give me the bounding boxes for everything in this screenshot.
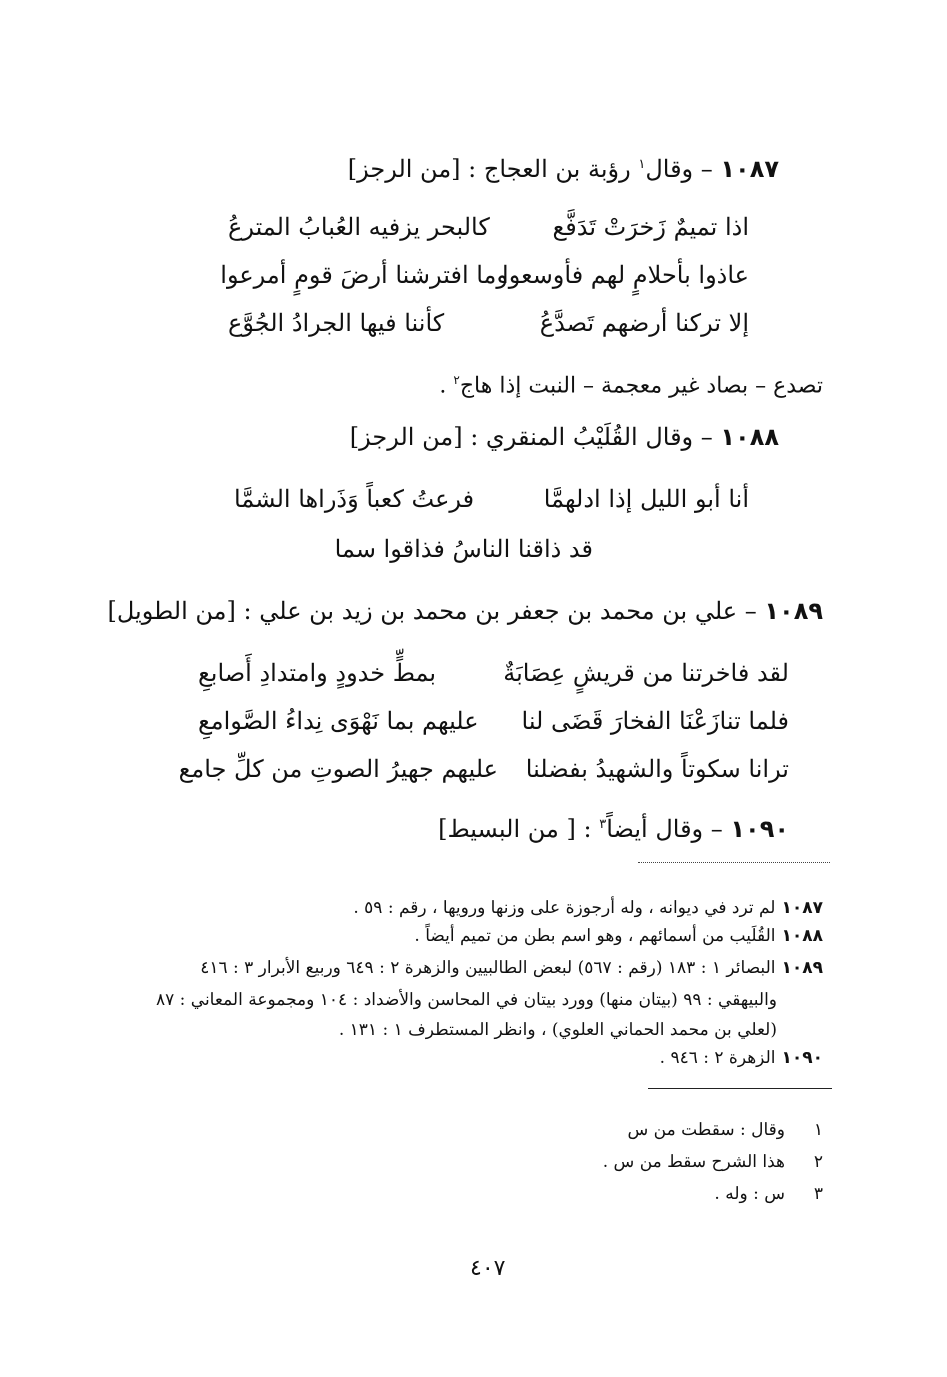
verse-first-hemistich: ترانا سكوتاً والشهيدُ بفضلنا — [525, 755, 789, 783]
verse-second-hemistich: كالبحر يزفيه العُبابُ المترعُ — [228, 213, 490, 241]
note-text: س : وله . — [714, 1184, 785, 1204]
note-text: وقال : سقطت من س — [627, 1120, 785, 1140]
verse-first-hemistich: إلا تركنا أرضهم تَصدَّعُ — [539, 309, 749, 337]
footnote-text: الزهرة ٢ : ٩٤٦ . — [659, 1048, 776, 1068]
heading-text: : [ من البسيط] — [438, 815, 592, 843]
footnote-ref: ٣ — [599, 817, 607, 832]
footnote-1089 — [200, 956, 823, 980]
dotted-separator — [638, 862, 830, 863]
verse-second-hemistich: كأننا فيها الجرادُ الجُوَّع — [228, 309, 445, 337]
heading-text: – وقال — [645, 155, 713, 183]
verse-first-hemistich: لقد فاخرتنا من قريشٍ عِصَابَةٌ — [503, 659, 789, 687]
solid-separator — [648, 1088, 832, 1089]
entry-number: ١٠٨٨ — [720, 423, 779, 451]
note-number: ٢ — [813, 1152, 823, 1172]
heading-text: رؤبة بن العجاج : [من الرجز] — [347, 155, 631, 183]
note-3 — [714, 1182, 823, 1206]
footnote-text: القُلَيب من أسمائهم ، وهو اسم بطن من تميم أيضاً . — [414, 926, 776, 946]
note-text: هذا الشرح سقط من س . — [602, 1152, 785, 1172]
gloss-text: تصدع – بصاد غير معجمة – النبت إذا هاج — [459, 373, 823, 399]
note-number: ٣ — [813, 1184, 823, 1204]
footnote-number: ١٠٨٩ — [781, 958, 823, 978]
verse-first-hemistich: اذا تميمٌ زَخرَتْ تَدَفَّع — [552, 213, 749, 241]
footnote-text: لم ترد في ديوانه ، وله أرجوزة على وزنها ورويها ، رقم : ٥٩ . — [353, 898, 776, 918]
verse-second-hemistich: عليهم بما نَهْوَى نِداءُ الصَّوامعِ — [198, 707, 479, 735]
verse-first-hemistich: فلما تنازَعْنَا الفخارَ قَضَى لنا — [521, 707, 789, 735]
footnote-number: ١٠٨٧ — [781, 898, 823, 918]
footnote-1090 — [660, 1046, 823, 1070]
footnote-ref: ١ — [638, 157, 646, 172]
entry-number: ١٠٨٧ — [720, 155, 779, 183]
heading-text: – وقال أيضاً — [606, 815, 723, 843]
footnote-1089-line-2: والبيهقي : ٩٩ (بيتان منها) وورد بيتان في المحاسن والأضداد : ١٠٤ ومجموعة المعاني : ٨٧ — [155, 990, 777, 1010]
entry-number: ١٠٨٩ — [764, 597, 823, 625]
verse-second-hemistich: بمطٍّ خدودٍ وامتدادِ أَصابعِ — [198, 659, 437, 687]
footnote-text: البصائر ١ : ١٨٣ (رقم : ٥٦٧) لبعض الطالبيين والزهرة ٢ : ٦٤٩ وربيع الأبرار ٣ : ٤١٦ — [200, 958, 776, 978]
heading-text: – وقال القُلَيْبُ المنقري : [من الرجز] — [349, 423, 713, 451]
footnote-1087 — [353, 896, 823, 920]
page-number: ٤٠٧ — [470, 1256, 506, 1281]
entry-1088-heading — [350, 420, 779, 454]
note-1 — [628, 1118, 824, 1142]
verse-second-hemistich: عليهم جهيرُ الصوتِ من كلِّ جامع — [178, 755, 498, 783]
entry-number: ١٠٩٠ — [730, 815, 789, 843]
footnote-1089-line-3: (لعلي بن محمد الحماني العلوي) ، وانظر المستطرف ١ : ١٣١ . — [338, 1020, 777, 1040]
verse-first-hemistich: أنا أبو الليل إذا ادلهمَّا — [543, 485, 749, 513]
note-2 — [603, 1150, 823, 1174]
entry-1087-gloss — [439, 364, 823, 402]
verse-second-hemistich: فرعتُ كعباً وَذَراها الشمَّا — [234, 485, 475, 513]
footnote-1088 — [414, 924, 823, 948]
entry-1090-heading — [438, 808, 789, 846]
heading-text: – علي بن محمد بن جعفر بن محمد بن زيد بن علي : [من الطويل] — [107, 597, 757, 625]
footnote-number: ١٠٨٨ — [781, 926, 823, 946]
footnote-ref: ٢ — [453, 373, 460, 387]
single-verse: قد ذاقنا الناسُ فذاقوا سما — [334, 535, 593, 563]
verse-first-hemistich: عاذوا بأحلامٍ لهم فأوسعوا — [502, 261, 749, 289]
entry-1089-heading — [108, 594, 824, 628]
note-number: ١ — [813, 1120, 823, 1140]
entry-1087-heading — [348, 148, 779, 186]
footnote-number: ١٠٩٠ — [781, 1048, 823, 1068]
verse-second-hemistich: وما افترشنا أرضَ قومٍ أمرعوا — [220, 261, 508, 289]
gloss-end: . — [439, 373, 454, 399]
